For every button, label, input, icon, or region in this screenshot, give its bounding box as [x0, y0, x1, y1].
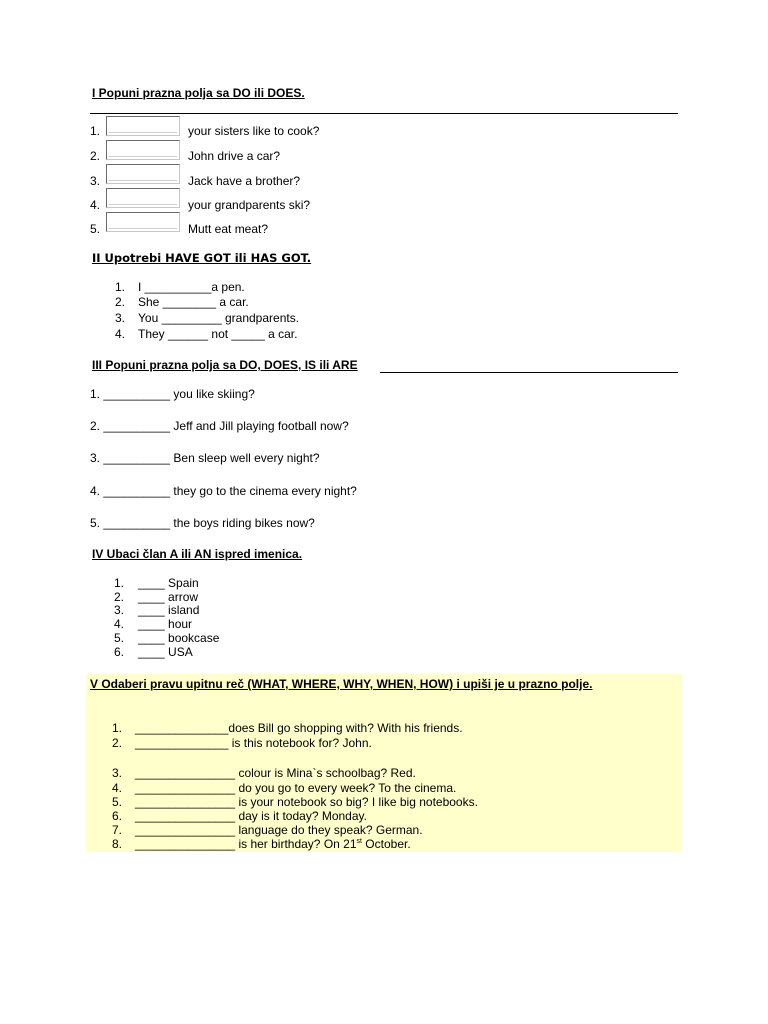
s5-num-1: 1.	[112, 721, 123, 735]
s5-num-2: 2.	[112, 736, 123, 750]
s1-num-4: 4.	[90, 198, 101, 212]
s5-text-3: _______________ colour is Mina`s schoolbag? Red.	[135, 766, 416, 780]
s1-text-5: Mutt eat meat?	[188, 222, 269, 236]
s3-item-5: 5. __________ the boys riding bikes now?	[90, 516, 315, 530]
s5-text-1: ______________does Bill go shopping with? With his friends.	[135, 721, 463, 735]
s4-num-4: 4.	[114, 617, 125, 631]
s1-answer-box-2[interactable]	[106, 140, 180, 160]
s5-num-8: 8.	[112, 837, 123, 851]
s5-num-5: 5.	[112, 795, 123, 809]
s2-num-4: 4.	[115, 327, 126, 341]
s1-answer-box-4[interactable]	[106, 188, 180, 208]
s1-text-2: John drive a car?	[188, 149, 281, 163]
s5-text-8-ordinal: st	[356, 838, 362, 845]
s5-num-6: 6.	[112, 809, 123, 823]
s4-text-1: ____ Spain	[138, 576, 199, 590]
s3-item-1: 1. __________ you like skiing?	[90, 387, 255, 401]
s1-num-2: 2.	[90, 149, 101, 163]
s3-item-4: 4. __________ they go to the cinema every night?	[90, 484, 357, 498]
s4-num-2: 2.	[114, 590, 125, 604]
s1-answer-box-3[interactable]	[106, 164, 180, 184]
s4-text-2: ____ arrow	[138, 590, 199, 604]
s4-num-6: 6.	[114, 645, 125, 659]
s1-text-3: Jack have a brother?	[188, 174, 301, 188]
section-2-title: II Upotrebi HAVE GOT ili HAS GOT.	[92, 251, 312, 265]
s1-text-4: your grandparents ski?	[188, 198, 311, 212]
s1-answer-box-5[interactable]	[106, 212, 180, 232]
section-3-rule	[380, 372, 678, 373]
s2-num-3: 3.	[115, 311, 126, 325]
s5-num-4: 4.	[112, 781, 123, 795]
s5-text-4: _______________ do you go to every week? To the cinema.	[135, 781, 457, 795]
s3-item-3: 3. __________ Ben sleep well every night?	[90, 451, 320, 465]
s4-text-6: ____ USA	[138, 645, 193, 659]
s2-text-1: I __________a pen.	[138, 280, 245, 294]
section-3-title: III Popuni prazna polja sa DO, DOES, IS ili ARE	[92, 358, 358, 372]
s2-text-3: You _________ grandparents.	[138, 311, 300, 325]
section-1-rule	[90, 113, 678, 114]
s5-num-3: 3.	[112, 766, 123, 780]
s4-num-1: 1.	[114, 576, 125, 590]
s5-text-8-main: _______________ is her birthday? On 21	[135, 837, 357, 851]
section-5-title: V Odaberi pravu upitnu reč (WHAT, WHERE, WHY, WHEN, HOW) i upiši je u prazno polje.	[90, 677, 593, 691]
s5-text-7: _______________ language do they speak? German.	[135, 823, 423, 837]
section-4-title: IV Ubaci član A ili AN ispred imenica.	[92, 547, 303, 561]
s2-text-4: They ______ not _____ a car.	[138, 327, 298, 341]
s1-text-1: your sisters like to cook?	[188, 124, 320, 138]
s1-answer-box-1[interactable]	[106, 116, 180, 136]
s1-num-1: 1.	[90, 124, 101, 138]
s5-text-6: _______________ day is it today? Monday.	[135, 809, 367, 823]
section-1-title: I Popuni prazna polja sa DO ili DOES.	[92, 86, 305, 100]
s4-text-4: ____ hour	[138, 617, 193, 631]
s4-num-3: 3.	[114, 603, 125, 617]
s2-num-2: 2.	[115, 295, 126, 309]
s4-num-5: 5.	[114, 631, 125, 645]
s5-text-8	[135, 837, 411, 851]
s1-num-3: 3.	[90, 174, 101, 188]
s4-text-3: ____ island	[138, 603, 200, 617]
s5-num-7: 7.	[112, 823, 123, 837]
s4-text-5: ____ bookcase	[138, 631, 220, 645]
s5-text-2: ______________ is this notebook for? John.	[135, 736, 372, 750]
s5-text-5: _______________ is your notebook so big? I like big notebooks.	[135, 795, 478, 809]
s2-text-2: She ________ a car.	[138, 295, 249, 309]
s3-item-2: 2. __________ Jeff and Jill playing football now?	[90, 419, 349, 433]
s1-num-5: 5.	[90, 222, 101, 236]
s5-text-8-after: October.	[361, 837, 411, 851]
s2-num-1: 1.	[115, 280, 126, 294]
